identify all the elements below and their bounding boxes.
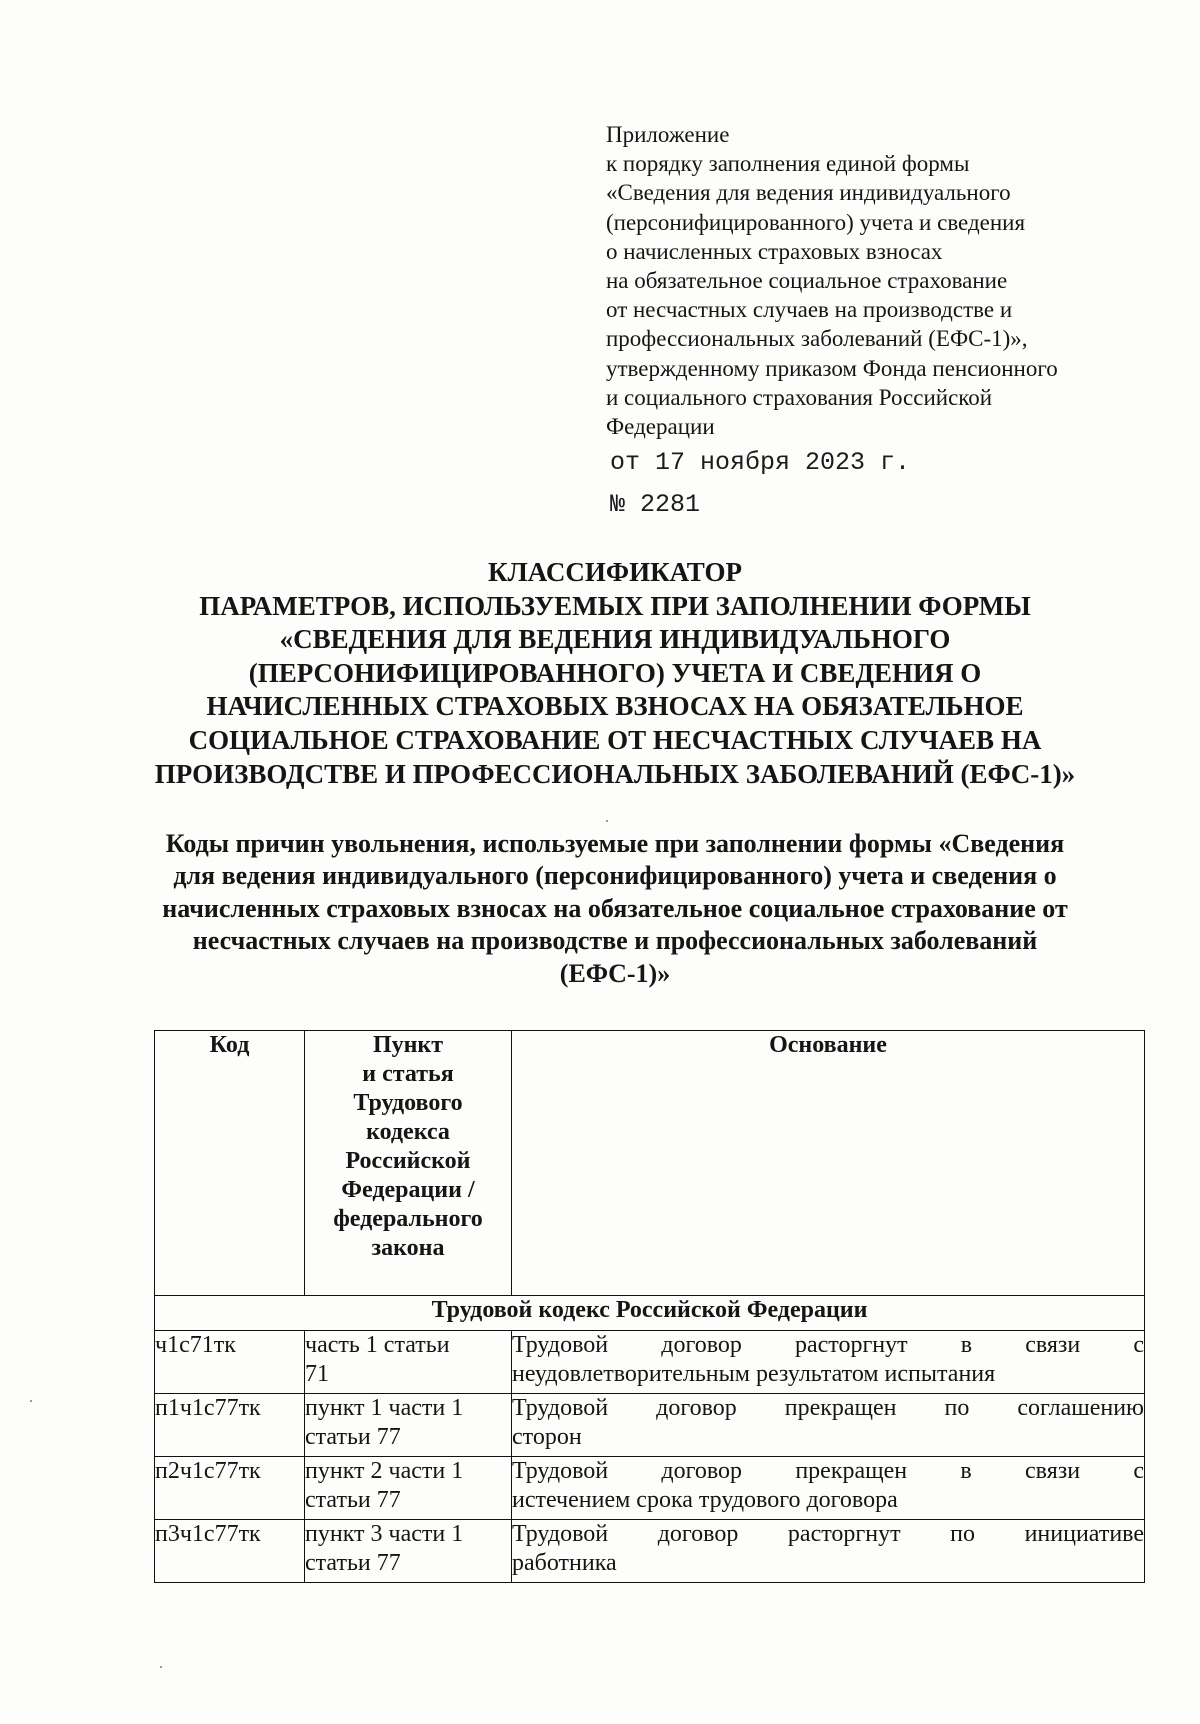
subtitle-line: начисленных страховых взносах на обязательное социальное страхование от — [162, 893, 1068, 923]
row-basis — [512, 1331, 1145, 1394]
row-article-line: часть 1 статьи — [305, 1332, 450, 1358]
table-header-row — [155, 1031, 1145, 1296]
row-code: п3ч1с77тк — [155, 1520, 305, 1583]
row-basis-line: работника — [512, 1550, 617, 1576]
section-title: Трудовой кодекс Российской Федерации — [155, 1296, 1145, 1331]
scan-speck — [606, 820, 608, 822]
subtitle-line: (ЕФС-1)» — [559, 958, 671, 988]
row-basis — [512, 1457, 1145, 1520]
section-row — [155, 1296, 1145, 1331]
table-row — [155, 1394, 1145, 1457]
title-line: ПРОИЗВОДСТВЕ И ПРОФЕССИОНАЛЬНЫХ ЗАБОЛЕВАНИЙ (ЕФС-1)» — [154, 758, 1076, 789]
row-basis-line: Трудовой договор прекращен в связи с — [512, 1458, 1144, 1484]
row-basis-line: Трудовой договор расторгнут по инициативе — [512, 1521, 1144, 1547]
row-article — [305, 1394, 512, 1457]
scan-speck — [30, 1400, 32, 1402]
title-line: КЛАССИФИКАТОР — [488, 557, 742, 587]
header-code: Код — [155, 1031, 305, 1296]
appendix-line: утвержденному приказом Фонда пенсионного — [606, 355, 1058, 381]
row-basis-line: Трудовой договор расторгнут в связи с — [512, 1332, 1144, 1358]
header-basis: Основание — [512, 1031, 1145, 1296]
row-basis-line: истечением срока трудового договора — [512, 1487, 898, 1513]
appendix-line: о начисленных страховых взносах — [606, 238, 943, 264]
header-article — [305, 1031, 512, 1296]
appendix-line: Приложение — [606, 122, 730, 147]
title-line: «СВЕДЕНИЯ ДЛЯ ВЕДЕНИЯ ИНДИВИДУАЛЬНОГО — [279, 624, 951, 655]
scan-speck — [160, 1666, 162, 1668]
table-row — [155, 1520, 1145, 1583]
appendix-line: (персонифицированного) учета и сведения — [606, 209, 1026, 235]
row-basis — [512, 1520, 1145, 1583]
header-article-line: федерального — [333, 1206, 483, 1232]
title-line: (ПЕРСОНИФИЦИРОВАННОГО) УЧЕТА И СВЕДЕНИЯ О — [248, 657, 982, 688]
appendix-line: к порядку заполнения единой формы — [606, 151, 970, 177]
title-line: СОЦИАЛЬНОЕ СТРАХОВАНИЕ ОТ НЕСЧАСТНЫХ СЛУЧАЕВ НА — [188, 724, 1042, 755]
appendix-line: от несчастных случаев на производстве и — [606, 297, 1013, 323]
row-code: ч1с71тк — [155, 1331, 305, 1394]
row-basis — [512, 1394, 1145, 1457]
row-article-line: статьи 77 — [305, 1550, 401, 1576]
row-code: п2ч1с77тк — [155, 1457, 305, 1520]
appendix-line: профессиональных заболеваний (ЕФС-1)», — [606, 326, 1028, 352]
header-article-line: Российской — [345, 1148, 471, 1174]
table-row — [155, 1457, 1145, 1520]
subtitle-line: несчастных случаев на производстве и профессиональных заболеваний — [192, 926, 1038, 956]
row-basis-line: Трудовой договор прекращен по соглашению — [512, 1395, 1144, 1421]
appendix-line: на обязательное социальное страхование — [606, 268, 1008, 294]
dismissal-codes-table — [154, 1030, 1145, 1583]
row-article — [305, 1331, 512, 1394]
document-title — [140, 556, 1090, 791]
row-article-line: пункт 2 части 1 — [305, 1458, 464, 1484]
row-basis-line: неудовлетворительным результатом испытания — [512, 1361, 996, 1387]
row-article — [305, 1520, 512, 1583]
row-article-line: статьи 77 — [305, 1424, 401, 1450]
row-article-line: пункт 1 части 1 — [305, 1395, 464, 1421]
row-basis-line: сторон — [512, 1424, 582, 1450]
table-row — [155, 1331, 1145, 1394]
header-article-line: Трудового — [353, 1090, 463, 1116]
row-article-line: статьи 77 — [305, 1487, 401, 1513]
appendix-line: и социального страхования Российской — [606, 384, 993, 410]
appendix-note — [606, 120, 1126, 441]
title-line: ПАРАМЕТРОВ, ИСПОЛЬЗУЕМЫХ ПРИ ЗАПОЛНЕНИИ ФОРМЫ — [199, 590, 1031, 621]
row-code: п1ч1с77тк — [155, 1394, 305, 1457]
order-number: № 2281 — [610, 490, 701, 519]
appendix-line: «Сведения для ведения индивидуального — [606, 180, 1011, 206]
order-date: от 17 ноября 2023 г. — [610, 448, 911, 477]
subtitle-line: для ведения индивидуального (персонифицированного) учета и сведения о — [173, 861, 1057, 891]
header-article-line: Федерации / — [341, 1177, 475, 1203]
appendix-line: Федерации — [606, 414, 715, 440]
row-article-line: пункт 3 части 1 — [305, 1521, 464, 1547]
subtitle-line: Коды причин увольнения, используемые при заполнении формы «Сведения — [165, 829, 1065, 858]
document-subtitle — [140, 828, 1090, 990]
header-article-line: Пункт — [372, 1032, 444, 1058]
header-article-line: закона — [371, 1235, 445, 1261]
title-line: НАЧИСЛЕННЫХ СТРАХОВЫХ ВЗНОСАХ НА ОБЯЗАТЕЛЬНОЕ — [206, 691, 1024, 722]
row-article-line: 71 — [305, 1361, 329, 1387]
row-article — [305, 1457, 512, 1520]
header-article-line: кодекса — [366, 1119, 450, 1145]
header-article-line: и статья — [362, 1061, 454, 1087]
